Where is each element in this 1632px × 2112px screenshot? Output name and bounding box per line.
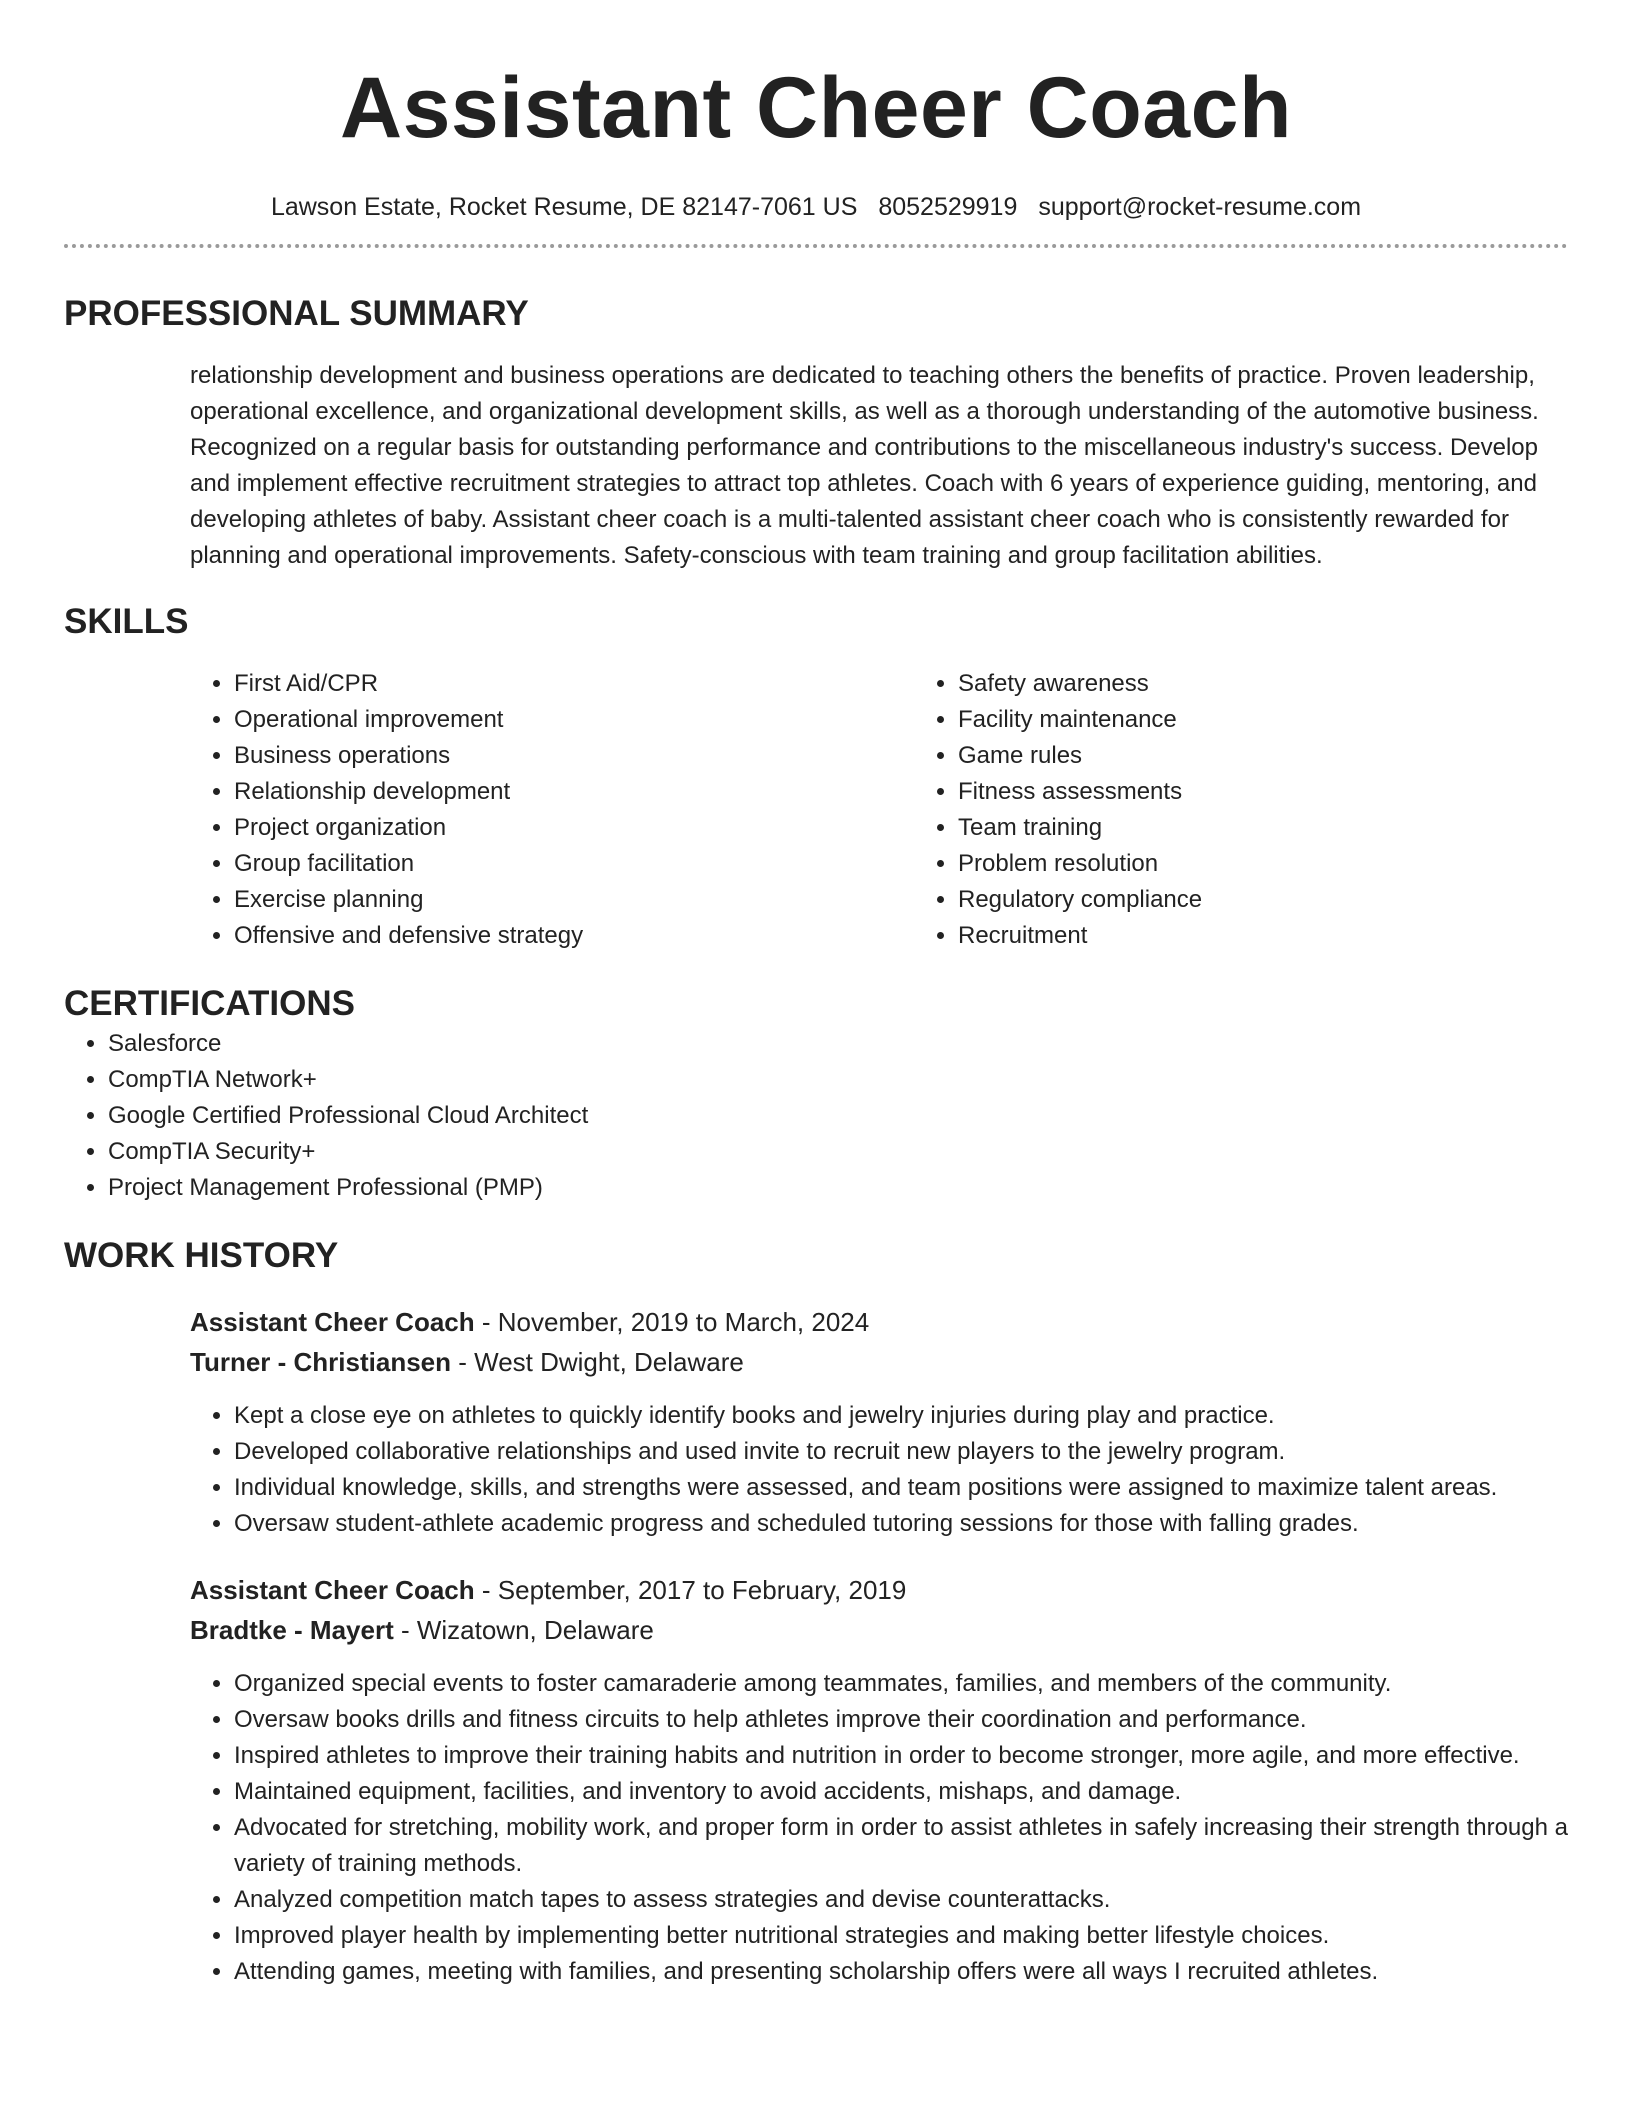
skill-item: • Relationship development xyxy=(234,774,914,810)
skill-item: • Fitness assessments xyxy=(958,774,1632,810)
skill-item: • First Aid/CPR xyxy=(234,666,914,702)
skills-right-list xyxy=(914,666,1632,954)
job-bullet: • Oversaw books drills and fitness circuits to help athletes improve their coordination and performance. xyxy=(234,1702,1568,1738)
skill-item: • Offensive and defensive strategy xyxy=(234,918,914,954)
job-bullet: • Kept a close eye on athletes to quickly identify books and jewelry injuries during play and practice. xyxy=(234,1398,1568,1434)
job-bullet: • Attending games, meeting with families, and presenting scholarship offers were all ways I recruited athletes. xyxy=(234,1954,1568,1990)
job-title-line xyxy=(190,1570,1568,1610)
job-bullet: • Inspired athletes to improve their training habits and nutrition in order to become stronger, more agile, and more effective. xyxy=(234,1738,1568,1774)
job-entry xyxy=(190,1302,1568,1542)
skills-columns xyxy=(190,666,1568,954)
job-location: - Wizatown, Delaware xyxy=(393,1615,654,1645)
contact-email: support@rocket-resume.com xyxy=(1038,193,1362,221)
job-dates: - September, 2017 to February, 2019 xyxy=(474,1575,907,1605)
skill-item: • Operational improvement xyxy=(234,702,914,738)
skill-item: • Project organization xyxy=(234,810,914,846)
skill-item: • Exercise planning xyxy=(234,882,914,918)
job-title-line xyxy=(190,1302,1568,1342)
skill-item: • Safety awareness xyxy=(958,666,1632,702)
job-company: Bradtke - Mayert xyxy=(190,1615,394,1645)
job-dates: - November, 2019 to March, 2024 xyxy=(474,1307,870,1337)
candidate-name: Assistant Cheer Coach xyxy=(339,60,1292,156)
skill-item: • Regulatory compliance xyxy=(958,882,1632,918)
skill-item: • Facility maintenance xyxy=(958,702,1632,738)
skill-item: • Group facilitation xyxy=(234,846,914,882)
work-history-heading: WORK HISTORY xyxy=(64,1236,339,1275)
certification-item: • CompTIA Security+ xyxy=(108,1134,1568,1170)
certification-item: • CompTIA Network+ xyxy=(108,1062,1568,1098)
job-bullet: • Organized special events to foster camaraderie among teammates, families, and members of the community. xyxy=(234,1666,1568,1702)
job-location: - West Dwight, Delaware xyxy=(451,1347,744,1377)
certifications-heading: CERTIFICATIONS xyxy=(64,984,356,1023)
contact-line xyxy=(64,191,1568,223)
job-bullet: • Individual knowledge, skills, and strengths were assessed, and team positions were assigned to maximize talent areas. xyxy=(234,1470,1568,1506)
job-bullets xyxy=(190,1398,1568,1542)
summary-heading: PROFESSIONAL SUMMARY xyxy=(64,294,529,333)
job-bullet: • Developed collaborative relationships and used invite to recruit new players to the jewelry program. xyxy=(234,1434,1568,1470)
job-bullets xyxy=(190,1666,1568,1990)
job-company-line xyxy=(190,1610,1568,1650)
skills-heading: SKILLS xyxy=(64,602,189,641)
job-role: Assistant Cheer Coach xyxy=(190,1575,475,1605)
skill-item: • Business operations xyxy=(234,738,914,774)
job-entry xyxy=(190,1570,1568,1990)
job-bullet: • Oversaw student-athlete academic progress and scheduled tutoring sessions for those with falling grades. xyxy=(234,1506,1568,1542)
job-company: Turner - Christiansen xyxy=(190,1347,452,1377)
job-bullet: • Analyzed competition match tapes to assess strategies and devise counterattacks. xyxy=(234,1882,1568,1918)
job-bullet: • Maintained equipment, facilities, and inventory to avoid accidents, mishaps, and damage. xyxy=(234,1774,1568,1810)
skill-item: • Team training xyxy=(958,810,1632,846)
skill-item: • Recruitment xyxy=(958,918,1632,954)
certification-item: • Google Certified Professional Cloud Architect xyxy=(108,1098,1568,1134)
header-divider xyxy=(64,244,1568,248)
contact-address: Lawson Estate, Rocket Resume, DE 82147-7061 US xyxy=(270,193,858,221)
skills-left-list xyxy=(190,666,914,954)
certifications-list xyxy=(64,1026,1568,1206)
job-role: Assistant Cheer Coach xyxy=(190,1307,475,1337)
job-bullet: • Advocated for stretching, mobility work, and proper form in order to assist athletes in safely increasing their strength through a variety of training methods. xyxy=(234,1810,1568,1882)
job-bullet: • Improved player health by implementing better nutritional strategies and making better lifestyle choices. xyxy=(234,1918,1568,1954)
summary-text: relationship development and business operations are dedicated to teaching others the benefits of practice. Proven leadership, operational excellence, and organizational development skills, as well as a thorough understanding of the automotive business. Recognized on a regular basis for outstanding performance and contributions to the miscellaneous industry's success. Develop and implement effective recruitment strategies to attract top athletes. Coach with 6 years of experience guiding, mentoring, and developing athletes of baby. Assistant cheer coach is a multi-talented assistant cheer coach who is consistently rewarded for planning and operational improvements. Safety-conscious with team training and group facilitation abilities. xyxy=(190,362,1539,569)
certification-item: • Salesforce xyxy=(108,1026,1568,1062)
certification-item: • Project Management Professional (PMP) xyxy=(108,1170,1568,1206)
job-company-line xyxy=(190,1342,1568,1382)
contact-phone: 8052529919 xyxy=(878,193,1018,221)
skill-item: • Game rules xyxy=(958,738,1632,774)
skill-item: • Problem resolution xyxy=(958,846,1632,882)
